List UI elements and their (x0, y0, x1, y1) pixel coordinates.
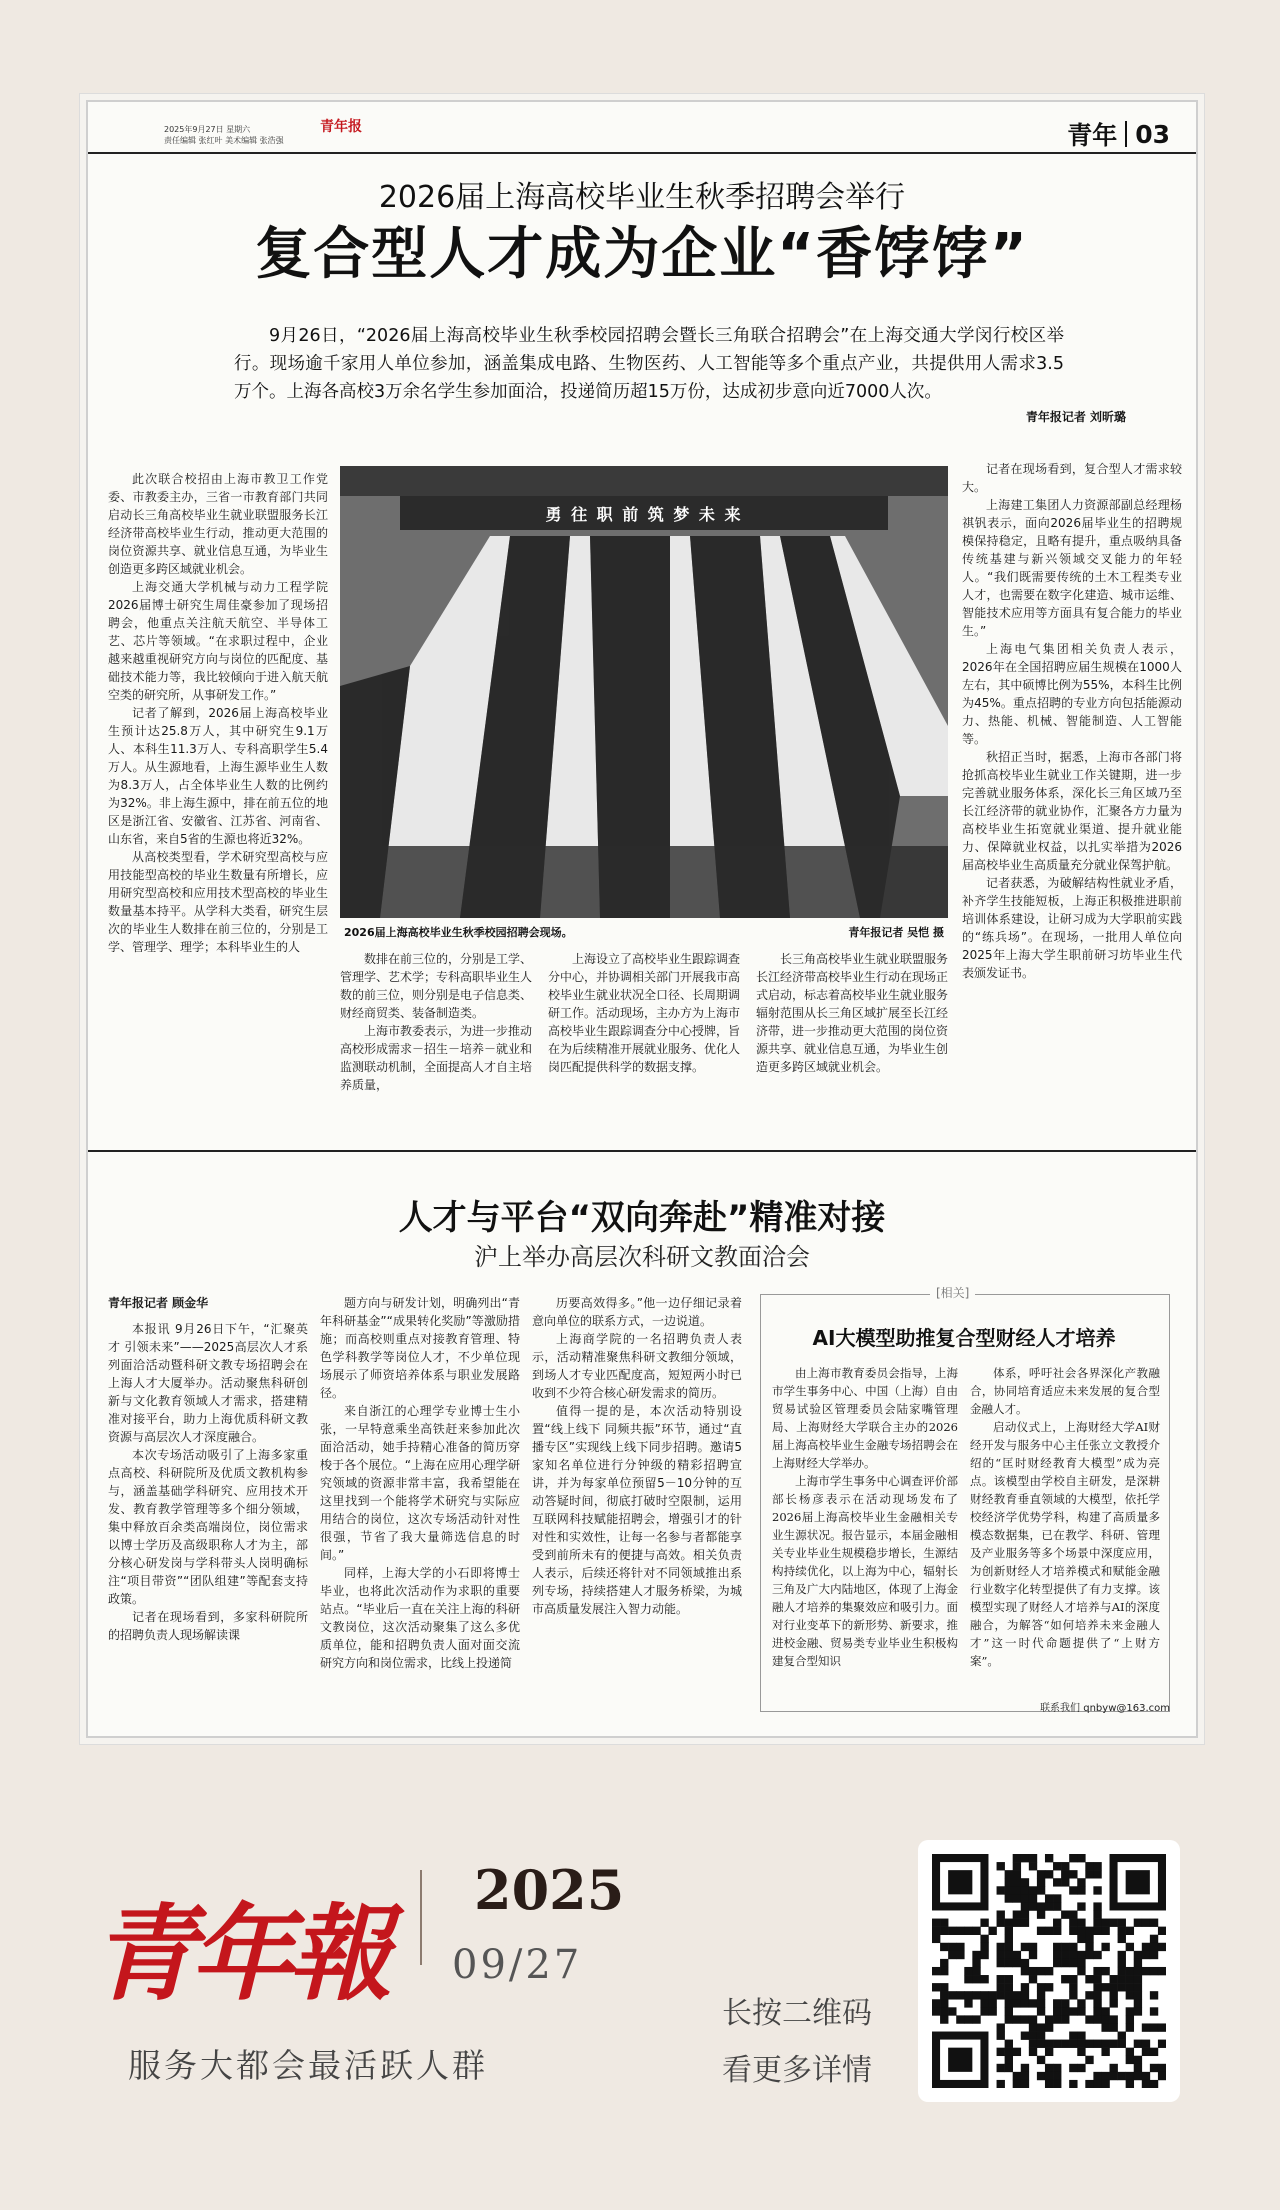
paragraph: 题方向与研发计划，明确列出“青年科研基金”“成果转化奖励”等激励措施；而高校则重点对接教育管理、特色学科教学等岗位人才，不少单位现场展示了师资培养体系与职业发展路径。 (320, 1296, 520, 1400)
article2-col1 (108, 1294, 308, 1714)
paragraph: 值得一提的是，本次活动特别设置“线上线下 同频共振”环节，通过“直播专区”实现线上线下同步招聘。邀请5家知名单位进行分钟级的精彩招聘宣讲，并为每家单位预留5－10分钟的互动答疑时间，彻底打破时空限制，运用互联网科技赋能招聘会，增强引才的针对性和实效性，让每一名参与者都能享受到前所未有的便捷与高效。相关负责人表示，后续还将针对不同领域推出系列专场，持续搭建人才服务桥梁，为城市高质量发展注入智力动能。 (532, 1404, 742, 1616)
article1-col-mid2 (548, 950, 740, 1140)
paragraph: 记者在现场看到，复合型人才需求较大。 (962, 462, 1182, 494)
article2-headline: 人才与平台“双向奔赴”精准对接 (398, 1198, 886, 1238)
photo-banner: 勇 往 职 前 筑 梦 未 来 (545, 505, 743, 524)
paragraph: 体系，呼吁社会各界深化产教融合，协同培育适应未来发展的复合型金融人才。 (970, 1366, 1160, 1416)
paragraph: 秋招正当时，据悉，上海市各部门将抢抓高校毕业生就业工作关键期，进一步完善就业服务体系，深化长三角区域乃至长江经济带的就业协作，汇聚各方力量为高校毕业生拓宽就业渠道、提升就业能力、保障就业权益，以扎实举措为2026届高校毕业生高质量充分就业保驾护航。 (962, 750, 1182, 872)
paragraph: 上海商学院的一名招聘负责人表示，活动精准聚焦科研文教细分领域，到场人才专业匹配度高，短短两小时已收到不少符合核心研发需求的简历。 (532, 1332, 742, 1400)
paragraph: 记者在现场看到，多家科研院所的招聘负责人现场解读课 (108, 1610, 308, 1642)
paragraph: 上海市教委表示，为进一步推动高校形成需求－招生－培养－就业和监测联动机制，全面提高人才自主培养质量， (340, 1024, 532, 1092)
article1-lead: 9月26日，“2026届上海高校毕业生秋季校园招聘会暨长三角联合招聘会”在上海交通大学闵行校区举行。现场逾千家用人单位参加，涵盖集成电路、生物医药、人工智能等多个重点产业，共提供用人需求3.5万个。上海各高校3万余名学生参加面洽，投递简历超15万份，达成初步意向近7000人次。 (234, 326, 1064, 402)
related-tag: [相关] (930, 1284, 975, 1301)
article1-col-mid3 (756, 950, 948, 1140)
paragraph: 记者了解到，2026届上海高校毕业生预计达25.8万人，其中研究生9.1万人、本科生11.3万人、专科高职学生5.4万人。从生源地看，上海生源毕业生人数为8.3万人，占全体毕业生人数的比例约为32%。非上海生源中，排在前五位的地区是浙江省、安徽省、江苏省、河南省、山东省，来自5省的生源也将近32%。 (108, 706, 328, 846)
qr-code-icon (932, 1854, 1166, 2088)
qr-code[interactable] (918, 1840, 1180, 2102)
paragraph: 历要高效得多。”他一边仔细记录着意向单位的联系方式，一边说道。 (532, 1296, 742, 1328)
qr-hint (722, 1985, 872, 2099)
article1-credit: 青年报记者 刘昕璐 (1025, 410, 1126, 424)
paragraph: 启动仪式上，上海财经大学AI财经开发与服务中心主任张立文教授介绍的“匡时财经教育大模型”成为亮点。该模型由学校自主研发，是深耕财经教育垂直领域的大模型，依托学校经济学优势学科，构建了高质量多模态数据集，已在教学、科研、管理及产业服务等多个场景中深度应用，为创新财经人才培养模式和赋能金融行业数字化转型提供了有力支撑。该模型实现了财经人才培养与AI的深度融合，为解答“如何培养未来金融人才”这一时代命题提供了“上财方案”。 (970, 1420, 1160, 1668)
masthead (88, 102, 1196, 154)
qr-hint-line2: 看更多详情 (722, 2053, 872, 2088)
newspaper-page (86, 100, 1198, 1738)
paragraph: 上海市学生事务中心调查评价部部长杨彦表示在活动现场发布了2026届上海高校毕业生金融相关专业生源状况。报告显示，本届金融相关专业毕业生规模稳步增长，生源结构持续优化，以上海为中心，辐射长三角及广大内陆地区，体现了上海金融人才培养的集聚效应和吸引力。面对行业变革下的新形势、新要求，推进校金融、贸易类专业毕业生积极构建复合型知识 (772, 1474, 958, 1668)
section-divider-line (88, 1150, 1196, 1152)
paragraph: 上海建工集团人力资源部副总经理杨祺钒表示，面向2026届毕业生的招聘规模保持稳定，且略有提升，重点吸纳具备传统基建与新兴领域交叉能力的年轻人。“我们既需要传统的土木工程类专业人才，也需要在数字化建造、城市运维、智能技术应用等方面具有复合能力的毕业生。” (962, 498, 1182, 638)
issue-date: 2025年9月27日 星期六 (164, 125, 251, 134)
photo-caption: 2026届上海高校毕业生秋季校园招聘会现场。 (344, 926, 573, 939)
section-name: 青年 (1067, 121, 1118, 150)
related-col2 (970, 1364, 1160, 1684)
article1-col-right (962, 460, 1182, 1140)
paragraph: 本报讯 9月26日下午，“汇聚英才 引领未来”——2025高层次人才系列面洽活动暨科研文教专场招聘会在上海人才大厦举办。活动聚焦科研创新与文化教育领域人才需求，搭建精准对接平台，助力上海优质科研文教资源与高层次人才深度融合。 (108, 1322, 308, 1444)
paragraph: 上海交通大学机械与动力工程学院2026届博士研究生周佳豪参加了现场招聘会，他重点关注航天航空、半导体工艺、芯片等领域。“在求职过程中，企业越来越重视研究方向与岗位的匹配度、基础技术能力等，我比较倾向于进入航天航空类的研究所，从事研发工作。” (108, 580, 328, 702)
paper-logo: 青年報 (92, 1892, 387, 2015)
footer-year: 2025 (474, 1858, 625, 1922)
paragraph: 来自浙江的心理学专业博士生小张，一早特意乘坐高铁赶来参加此次面洽活动，她手持精心准备的简历穿梭于各个展位。“上海在应用心理学研究领域的资源非常丰富，我希望能在这里找到一个能将学术研究与实际应用结合的岗位，这次专场活动针对性很强，节省了我大量筛选信息的时间。” (320, 1404, 520, 1562)
paragraph: 本次专场活动吸引了上海多家重点高校、科研院所及优质文教机构参与，涵盖基础学科研究、应用技术开发、教育教学管理等多个细分领域，集中释放百余类高端岗位，岗位需求以博士学历及高级职称人才为主，部分核心研发岗与学科带头人岗明确标注“项目带资”“团队组建”等配套支持政策。 (108, 1448, 308, 1606)
article1-col-left (108, 470, 328, 1140)
editor-line: 责任编辑 张红叶 美术编辑 张浩强 (164, 136, 284, 145)
related-title: AI大模型助推复合型财经人才培养 (812, 1326, 1116, 1350)
related-col1 (772, 1364, 958, 1704)
photo-caption-bar (340, 920, 948, 944)
paper-logo-small: 青年报 (320, 119, 362, 135)
article2-byline: 青年报记者 顾金华 (108, 1296, 209, 1310)
issue-meta (164, 124, 284, 146)
article1-col-mid1 (340, 950, 532, 1140)
paragraph: 上海设立了高校毕业生跟踪调查分中心，并协调相关部门开展我市高校毕业生就业状况全口径、长周期调研工作。活动现场，主办方为上海市高校毕业生跟踪调查分中心授牌，旨在为后续精准开展就业服务、优化人岗匹配提供科学的数据支撑。 (548, 952, 740, 1074)
paragraph: 从高校类型看，学术研究型高校与应用技能型高校的毕业生数量有所增长，应用研究型高校和应用技术型高校的毕业生数量基本持平。从学科大类看，研究生层次的毕业生人数排在前三位的，分别是工学、管理学、理学；本科毕业生的人 (108, 850, 328, 954)
photo-credit: 青年报记者 吴恺 摄 (848, 926, 944, 939)
section-divider (1125, 121, 1127, 147)
article1-headline: 复合型人才成为企业“香饽饽” (255, 222, 1029, 287)
job-fair-photo-illustration (340, 466, 948, 918)
paragraph: 上海电气集团相关负责人表示，2026年在全国招聘应届生规模在1000人左右，其中硕博比例为55%，本科生比例为45%。重点招聘的专业方向包括能源动力、热能、机械、智能制造、人工智能等。 (962, 642, 1182, 746)
paragraph: 长三角高校毕业生就业联盟服务长江经济带高校毕业生行动在现场正式启动，标志着高校毕业生就业服务辐射范围从长三角区域扩展至长江经济带，进一步推动更大范围的岗位资源共享、就业信息互通，为毕业生创造更多跨区域就业机会。 (756, 952, 948, 1074)
job-fair-photo (340, 466, 948, 918)
paragraph: 记者获悉，为破解结构性就业矛盾，补齐学生技能短板，上海正积极推进职前培训体系建设，让研习成为大学职前实践的“练兵场”。在现场，一批用人单位向2025年上海大学生职前研习坊毕业生代表颁发证书。 (962, 876, 1182, 980)
article2-col2 (320, 1294, 520, 1714)
article2-subheadline: 沪上举办高层次科研文教面洽会 (474, 1243, 810, 1271)
article2-col3 (532, 1294, 742, 1714)
paragraph: 由上海市教育委员会指导，上海市学生事务中心、中国（上海）自由贸易试验区管理委员会陆家嘴管理局、上海财经大学联合主办的2026届上海高校毕业生金融专场招聘会在上海财经大学举办。 (772, 1366, 958, 1470)
section-label (1067, 116, 1170, 152)
page-number: 03 (1135, 119, 1170, 149)
article1-subheadline: 2026届上海高校毕业生秋季招聘会举行 (378, 180, 906, 215)
qr-hint-line1: 长按二维码 (722, 1996, 872, 2031)
paragraph: 数排在前三位的，分别是工学、管理学、艺术学；专科高职毕业生人数的前三位，则分别是电子信息类、财经商贸类、装备制造类。 (340, 952, 532, 1020)
footer-date: 09/27 (452, 1942, 583, 1988)
footer-separator (420, 1870, 422, 1965)
paragraph: 此次联合校招由上海市教卫工作党委、市教委主办，三省一市教育部门共同启动长三角高校毕业生就业联盟服务长江经济带高校毕业生行动，推动更大范围的岗位资源共享、就业信息互通，为毕业生创造更多跨区域就业机会。 (108, 472, 328, 576)
contact-email[interactable]: 联系我们 qnbyw@163.com (1040, 1703, 1170, 1714)
paragraph: 同样，上海大学的小石即将博士毕业，也将此次活动作为求职的重要站点。“毕业后一直在关注上海的科研文教岗位，这次活动聚集了这么多优质单位，能和招聘负责人面对面交流研究方向和岗位需求，比线上投递简 (320, 1566, 520, 1670)
footer-slogan: 服务大都会最活跃人群 (128, 2046, 488, 2085)
